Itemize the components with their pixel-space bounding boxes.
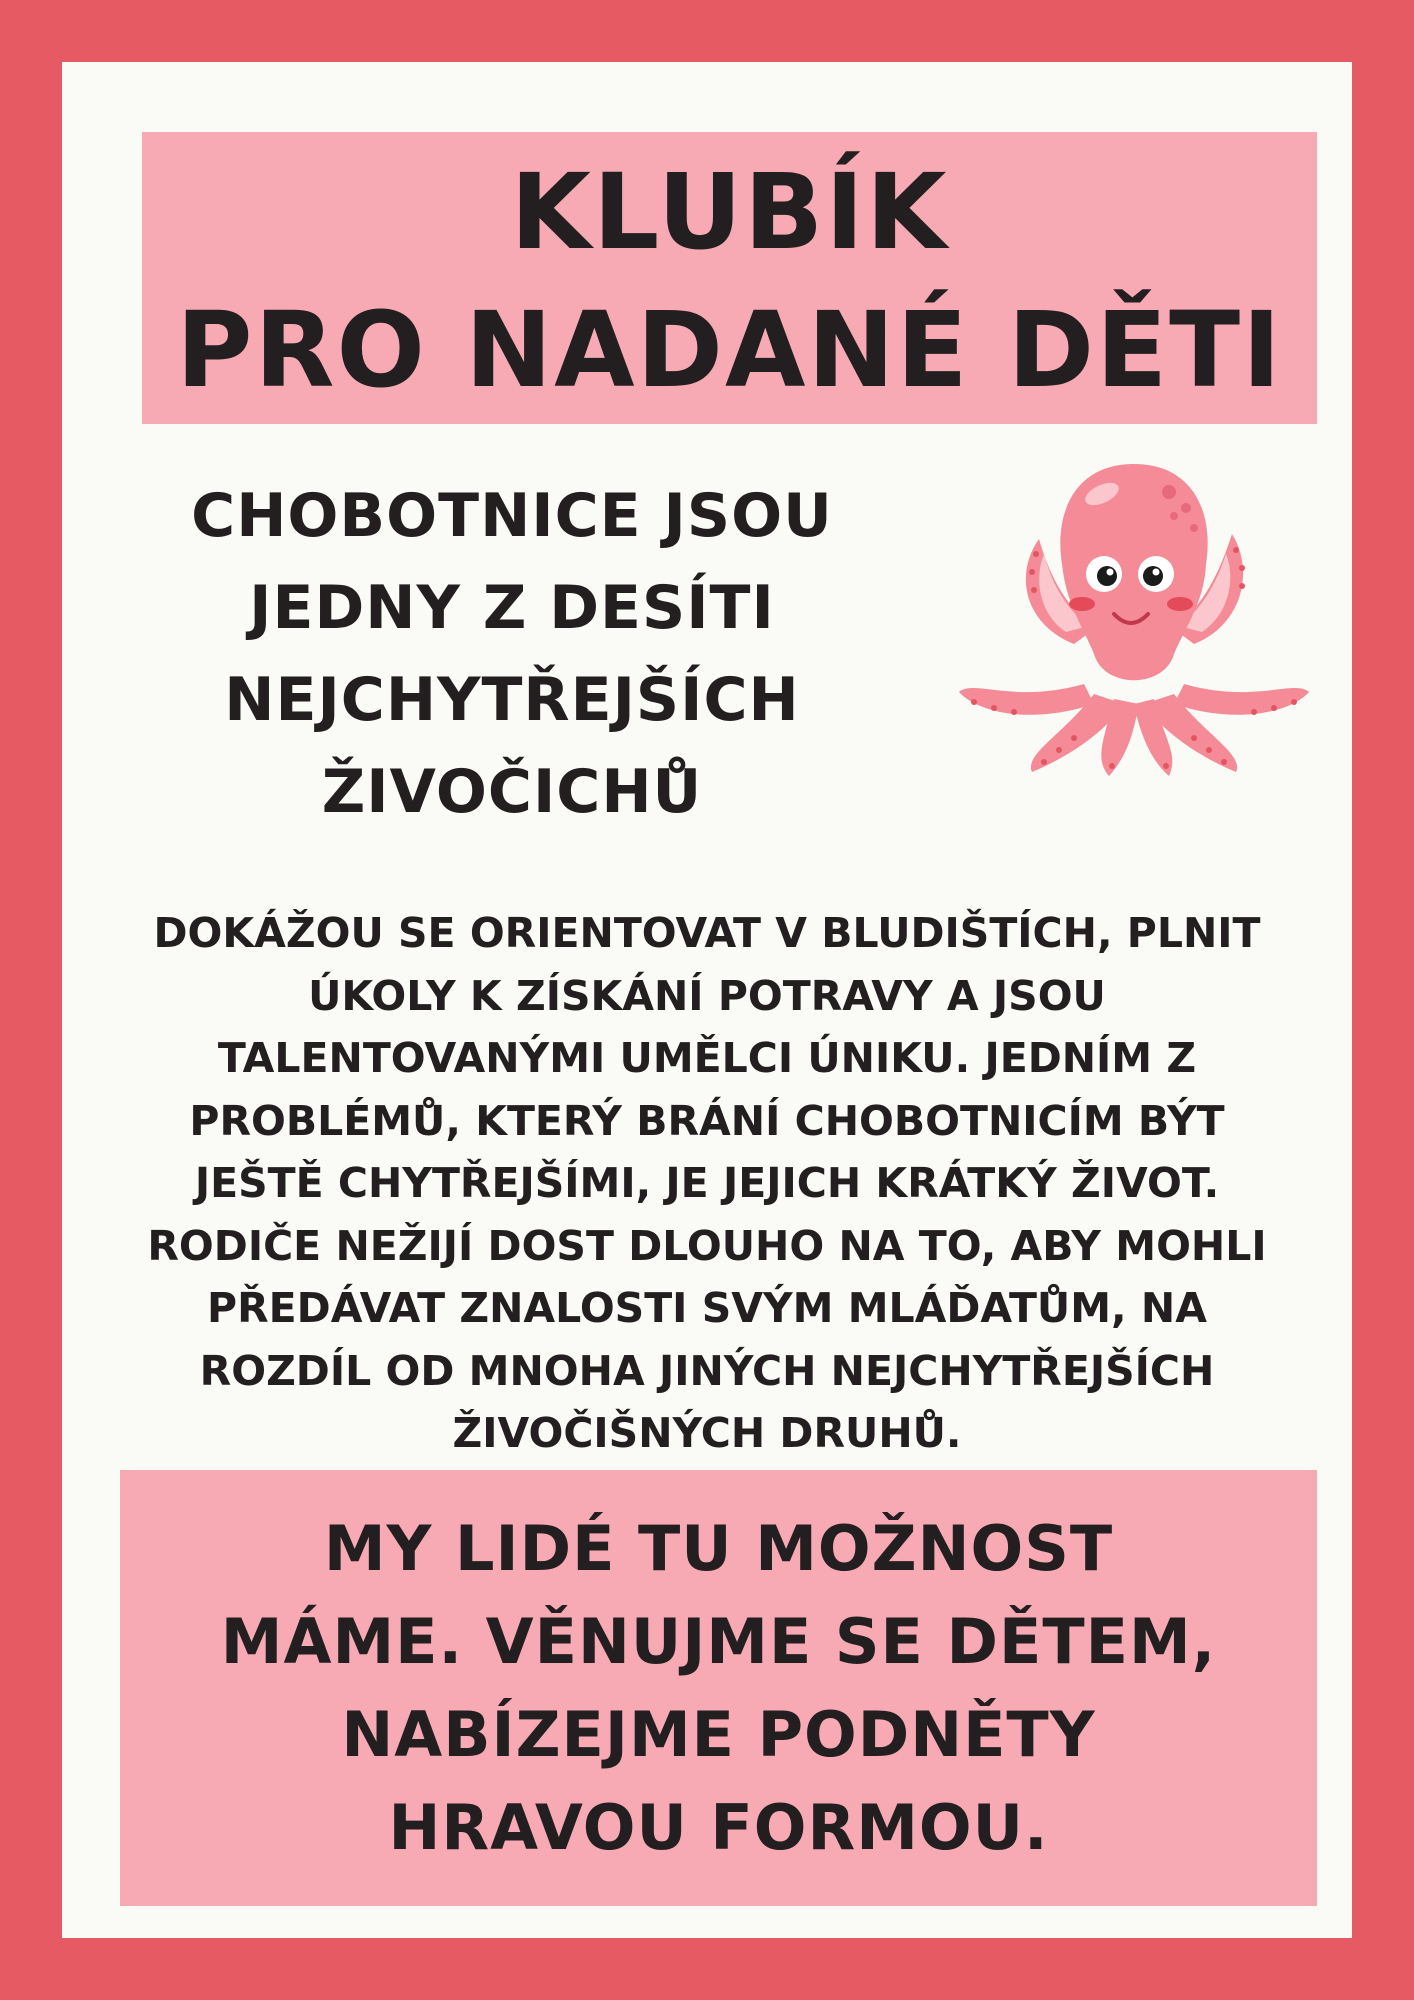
body-line: PŘEDÁVAT ZNALOSTI SVÝM MLÁĎATŮM, NA	[207, 1284, 1207, 1332]
call-to-action-panel	[120, 1470, 1317, 1906]
headline-line-3: NEJCHYTŘEJŠÍCH	[224, 665, 800, 735]
headline-line-1: CHOBOTNICE JSOU	[191, 481, 833, 551]
body-line: JEŠTĚ CHYTŘEJŠÍMI, JE JEJICH KRÁTKÝ ŽIVOT.	[194, 1159, 1220, 1207]
title-panel	[142, 132, 1317, 424]
headline	[177, 470, 847, 838]
cta-line-4: HRAVOU FORMOU.	[388, 1791, 1049, 1864]
body-line: ROZDÍL OD MNOHA JINÝCH NEJCHYTŘEJŠÍCH	[199, 1346, 1215, 1395]
cta-line-1: MY LIDÉ TU MOŽNOST	[323, 1512, 1114, 1585]
octopus-icon	[954, 454, 1314, 784]
body-paragraph	[92, 902, 1322, 1465]
body-line: RODIČE NEŽIJÍ DOST DLOUHO NA TO, ABY MOHLI	[147, 1221, 1267, 1270]
cta-line-2: MÁME. VĚNUJME SE DĚTEM,	[220, 1605, 1217, 1678]
title-line-2: PRO NADANÉ DĚTI	[176, 289, 1283, 411]
cta-line-3: NABÍZEJME PODNĚTY	[341, 1698, 1096, 1771]
body-line: ŽIVOČIŠNÝCH DRUHŮ.	[452, 1409, 962, 1457]
body-line: ÚKOLY K ZÍSKÁNÍ POTRAVY A JSOU	[308, 971, 1106, 1020]
title-line-1: KLUBÍK	[510, 151, 949, 273]
body-line: TALENTOVANÝMI UMĚLCI ÚNIKU. JEDNÍM Z	[217, 1034, 1197, 1082]
body-line: PROBLÉMŮ, KTERÝ BRÁNÍ CHOBOTNICÍM BÝT	[189, 1096, 1225, 1145]
headline-line-2: JEDNY Z DESÍTI	[249, 573, 775, 643]
headline-line-4: ŽIVOČICHŮ	[321, 757, 703, 827]
body-line: DOKÁŽOU SE ORIENTOVAT V BLUDIŠTÍCH, PLNIT	[153, 909, 1261, 957]
